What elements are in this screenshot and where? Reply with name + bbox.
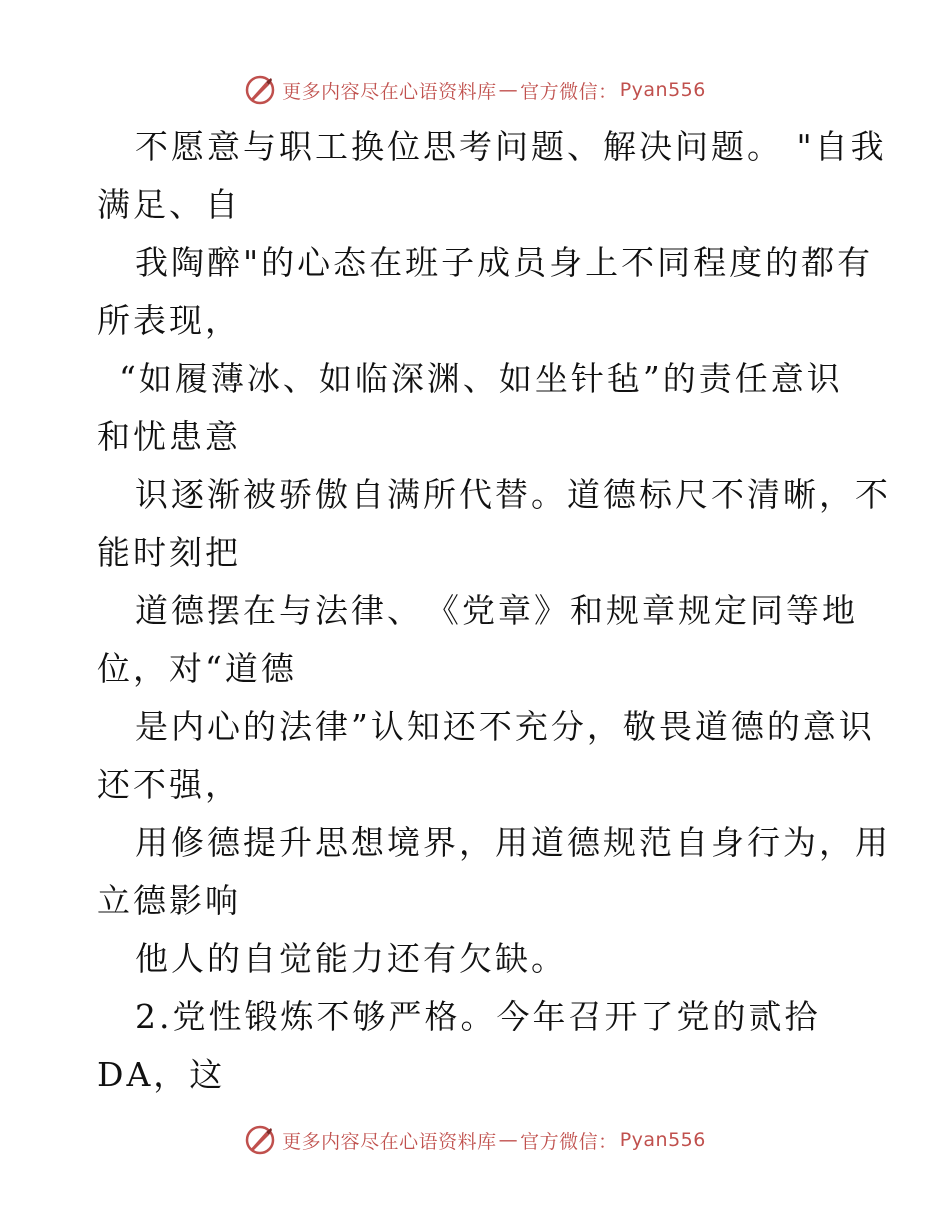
text-line: 和忧患意 [97, 417, 241, 456]
feather-pen-logo-icon [244, 1124, 276, 1156]
text-line: 位，对“道德 [97, 649, 297, 688]
text-line: 2.党性锻炼不够严格。今年召开了党的贰拾 [135, 997, 821, 1036]
watermark-wechat-id: Pyan556 [619, 79, 706, 101]
watermark-text: 更多内容尽在心语资料库 [282, 1130, 497, 1153]
text-line: 用修德提升思想境界，用道德规范自身行为，用 [135, 823, 891, 862]
watermark-wechat-label: 官方微信： [520, 1130, 618, 1153]
text-line: 道德摆在与法律、 《党章》和规章规定同等地 [135, 591, 858, 630]
watermark-text: 更多内容尽在心语资料库 [282, 80, 497, 103]
text-line: 是内心的法律”认知还不充分，敬畏道德的意识 [135, 707, 875, 746]
text-line: 不愿意与职工换位思考问题、解决问题。 "自我 [135, 127, 887, 166]
text-line: 还不强， [97, 765, 241, 804]
text-line: 我陶醉"的心态在班子成员身上不同程度的都有 [135, 243, 874, 282]
header-watermark [0, 70, 950, 110]
text-line: DA，这 [97, 1055, 226, 1094]
text-line: 他人的自觉能力还有欠缺。 [135, 939, 567, 978]
document-body [97, 118, 891, 1104]
text-line: 能时刻把 [97, 533, 241, 572]
watermark-separator: — [498, 1129, 519, 1151]
feather-pen-logo-icon [244, 74, 276, 106]
text-line: 立德影响 [97, 881, 241, 920]
text-line: 满足、自 [97, 185, 241, 224]
watermark-wechat-label: 官方微信： [520, 80, 618, 103]
text-line: 所表现， [97, 301, 241, 340]
text-line: “如履薄冰、如临深渊、如坐针毡”的责任意识 [119, 359, 843, 398]
footer-watermark [0, 1120, 950, 1160]
watermark-wechat-id: Pyan556 [619, 1129, 706, 1151]
watermark-separator: — [498, 79, 519, 101]
text-line: 识逐渐被骄傲自满所代替。道德标尺不清晰，不 [135, 475, 891, 514]
